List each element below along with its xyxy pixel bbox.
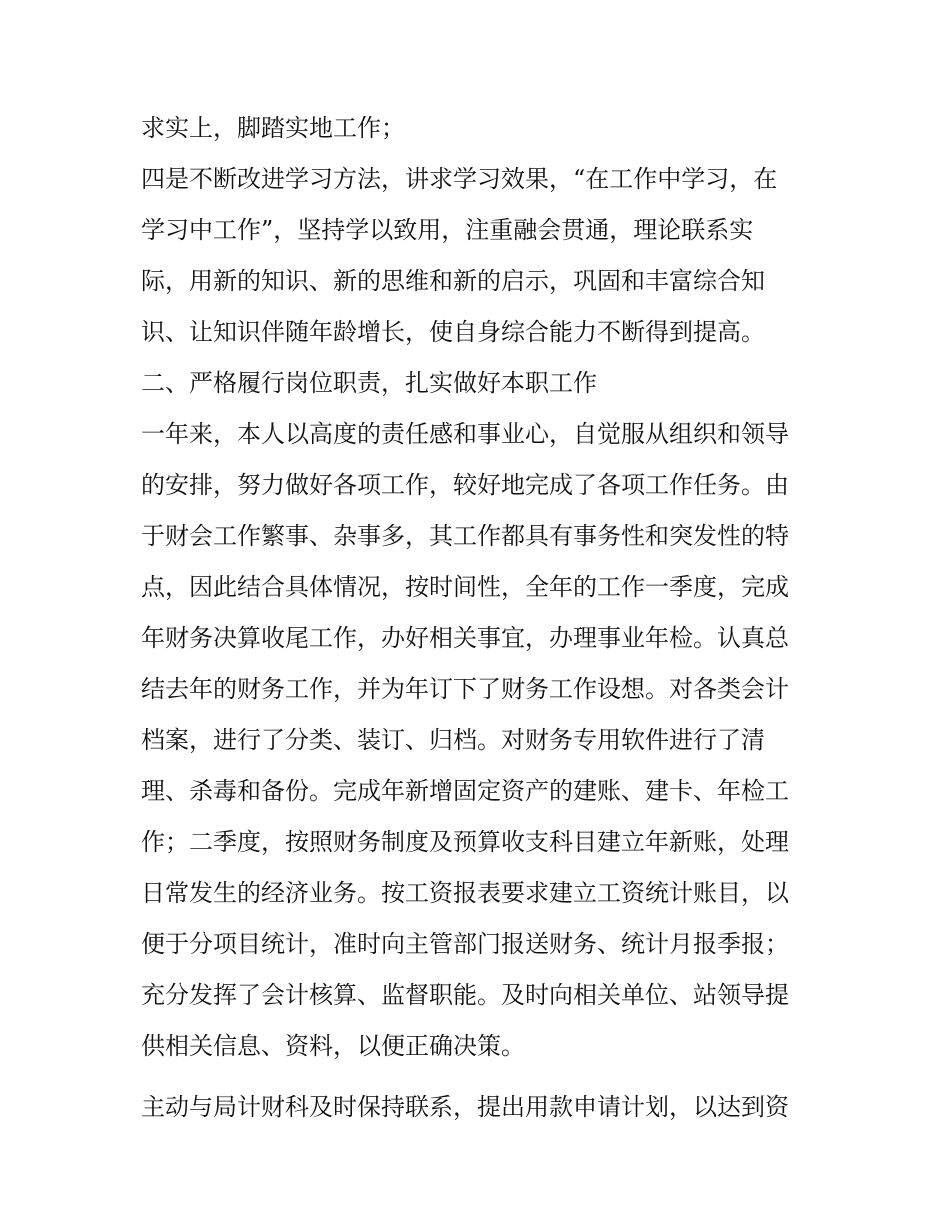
text-line: 日常发生的经济业务。按工资报表要求建立工资统计账目，以 — [141, 879, 789, 907]
text-line: 于财会工作繁事、杂事多，其工作都具有事务性和突发性的特 — [141, 522, 789, 550]
text-line: 一年来，本人以高度的责任感和事业心，自觉服从组织和领导 — [141, 420, 789, 448]
text-line: 年财务决算收尾工作，办好相关事宜，办理事业年检。认真总 — [141, 624, 789, 652]
text-line: 学习中工作”，坚持学以致用，注重融会贯通，理论联系实 — [141, 216, 754, 244]
text-line: 结去年的财务工作，并为年订下了财务工作设想。对各类会计 — [141, 675, 789, 703]
text-line: 求实上，脚踏实地工作； — [141, 114, 405, 142]
section-heading: 二、严格履行岗位职责，扎实做好本职工作 — [141, 369, 597, 397]
text-line: 充分发挥了会计核算、监督职能。及时向相关单位、站领导提 — [141, 981, 789, 1009]
text-line: 理、杀毒和备份。完成年新增固定资产的建账、建卡、年检工 — [141, 777, 789, 805]
text-line: 点，因此结合具体情况，按时间性，全年的工作一季度，完成 — [141, 573, 789, 601]
text-line: 四是不断改进学习方法，讲求学习效果，“在工作中学习，在 — [141, 165, 778, 193]
text-line: 供相关信息、资料，以便正确决策。 — [141, 1032, 525, 1060]
text-line: 际，用新的知识、新的思维和新的启示，巩固和丰富综合知 — [141, 267, 765, 295]
text-line: 识、让知识伴随年龄增长，使自身综合能力不断得到提高。 — [141, 318, 765, 346]
text-line: 主动与局计财科及时保持联系，提出用款申请计划，以达到资 — [141, 1093, 789, 1121]
text-line: 便于分项目统计，准时向主管部门报送财务、统计月报季报； — [141, 930, 789, 958]
text-line: 作；二季度，按照财务制度及预算收支科目建立年新账，处理 — [141, 828, 789, 856]
text-line: 档案，进行了分类、装订、归档。对财务专用软件进行了清 — [141, 726, 765, 754]
text-line: 的安排，努力做好各项工作，较好地完成了各项工作任务。由 — [141, 471, 789, 499]
